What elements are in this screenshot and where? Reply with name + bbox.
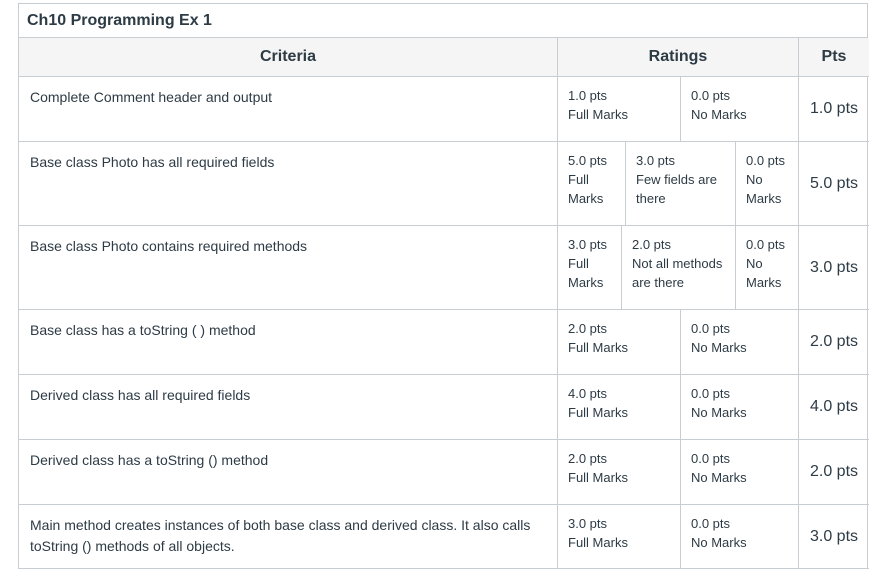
rating-option[interactable]	[558, 505, 680, 568]
rating-description: Full Marks	[568, 340, 628, 355]
pts-header: Pts	[799, 38, 870, 77]
rubric-title: Ch10 Programming Ex 1	[19, 4, 867, 38]
rating-description: Full Marks	[568, 172, 604, 206]
rating-description: Not all methods are there	[632, 256, 723, 290]
rating-description: No Marks	[691, 405, 747, 420]
rating-points: 1.0 pts	[568, 88, 608, 103]
rating-points: 2.0 pts	[632, 237, 672, 252]
rating-points: 5.0 pts	[568, 153, 608, 168]
rating-points: 0.0 pts	[746, 153, 786, 168]
ratings-cell	[558, 142, 799, 226]
ratings-header: Ratings	[558, 38, 799, 77]
rating-description: Few fields are there	[636, 172, 717, 206]
rating-points: 0.0 pts	[691, 88, 731, 103]
rating-points: 2.0 pts	[568, 451, 608, 466]
rubric-panel	[18, 3, 868, 569]
rubric-row	[19, 77, 869, 142]
rating-option[interactable]	[558, 440, 680, 504]
criterion-cell	[19, 226, 558, 310]
rating-option[interactable]	[735, 226, 798, 309]
ratings-cell	[558, 77, 799, 142]
ratings-cell	[558, 440, 799, 505]
ratings-group	[558, 310, 798, 374]
rubric-row	[19, 505, 869, 569]
rubric-row	[19, 226, 869, 310]
rating-option[interactable]	[558, 310, 680, 374]
points-cell: 2.0 pts	[799, 440, 870, 505]
rating-option[interactable]	[625, 142, 735, 225]
criterion-cell	[19, 375, 558, 440]
criterion-text: Main method creates instances of both base class and derived class. It also calls toString () methods of all objects.	[30, 517, 531, 554]
header-row	[19, 38, 869, 77]
rating-option[interactable]	[558, 142, 625, 225]
rubric-body	[19, 77, 869, 569]
criterion-cell	[19, 77, 558, 142]
ratings-group	[558, 505, 798, 568]
rating-option[interactable]	[680, 440, 798, 504]
ratings-cell	[558, 375, 799, 440]
ratings-group	[558, 440, 798, 504]
criterion-cell	[19, 505, 558, 569]
points-cell: 5.0 pts	[799, 142, 870, 226]
ratings-group	[558, 142, 798, 225]
rating-description: No Marks	[691, 340, 747, 355]
rating-description: No Marks	[691, 470, 747, 485]
rating-description: Full Marks	[568, 256, 604, 290]
rubric-table	[19, 38, 869, 569]
rating-option[interactable]	[680, 505, 798, 568]
rubric-row	[19, 440, 869, 505]
ratings-group	[558, 226, 798, 309]
rating-points: 4.0 pts	[568, 386, 608, 401]
rating-description: No Marks	[746, 256, 782, 290]
points-cell: 1.0 pts	[799, 77, 870, 142]
criteria-header: Criteria	[19, 38, 558, 77]
rating-description: No Marks	[746, 172, 782, 206]
ratings-cell	[558, 226, 799, 310]
rating-description: Full Marks	[568, 535, 628, 550]
rating-points: 0.0 pts	[691, 386, 731, 401]
criterion-cell	[19, 440, 558, 505]
rating-points: 0.0 pts	[691, 516, 731, 531]
criterion-text: Base class has a toString ( ) method	[30, 322, 256, 338]
rating-points: 0.0 pts	[691, 451, 731, 466]
rating-option[interactable]	[558, 226, 621, 309]
criterion-text: Derived class has all required fields	[30, 387, 251, 403]
rating-points: 2.0 pts	[568, 321, 608, 336]
rating-option[interactable]	[680, 375, 798, 439]
rubric-row	[19, 375, 869, 440]
rating-option[interactable]	[680, 77, 798, 141]
rating-description: Full Marks	[568, 107, 628, 122]
rubric-row	[19, 310, 869, 375]
rating-points: 0.0 pts	[691, 321, 731, 336]
ratings-group	[558, 375, 798, 439]
rating-points: 3.0 pts	[568, 516, 608, 531]
criterion-text: Derived class has a toString () method	[30, 452, 269, 468]
ratings-cell	[558, 505, 799, 569]
points-cell: 3.0 pts	[799, 226, 870, 310]
rating-points: 0.0 pts	[746, 237, 786, 252]
rating-description: Full Marks	[568, 470, 628, 485]
criterion-text: Base class Photo contains required methods	[30, 238, 308, 254]
rating-option[interactable]	[680, 310, 798, 374]
rubric-row	[19, 142, 869, 226]
points-cell: 3.0 pts	[799, 505, 870, 569]
rating-description: Full Marks	[568, 405, 628, 420]
rating-points: 3.0 pts	[568, 237, 608, 252]
criterion-cell	[19, 142, 558, 226]
criterion-cell	[19, 310, 558, 375]
ratings-cell	[558, 310, 799, 375]
ratings-group	[558, 77, 798, 141]
rating-description: No Marks	[691, 535, 747, 550]
points-cell: 2.0 pts	[799, 310, 870, 375]
rating-points: 3.0 pts	[636, 153, 676, 168]
rating-option[interactable]	[735, 142, 798, 225]
rating-option[interactable]	[621, 226, 735, 309]
criterion-text: Complete Comment header and output	[30, 89, 273, 105]
criterion-text: Base class Photo has all required fields	[30, 154, 275, 170]
rating-option[interactable]	[558, 375, 680, 439]
rating-option[interactable]	[558, 77, 680, 141]
points-cell: 4.0 pts	[799, 375, 870, 440]
rating-description: No Marks	[691, 107, 747, 122]
